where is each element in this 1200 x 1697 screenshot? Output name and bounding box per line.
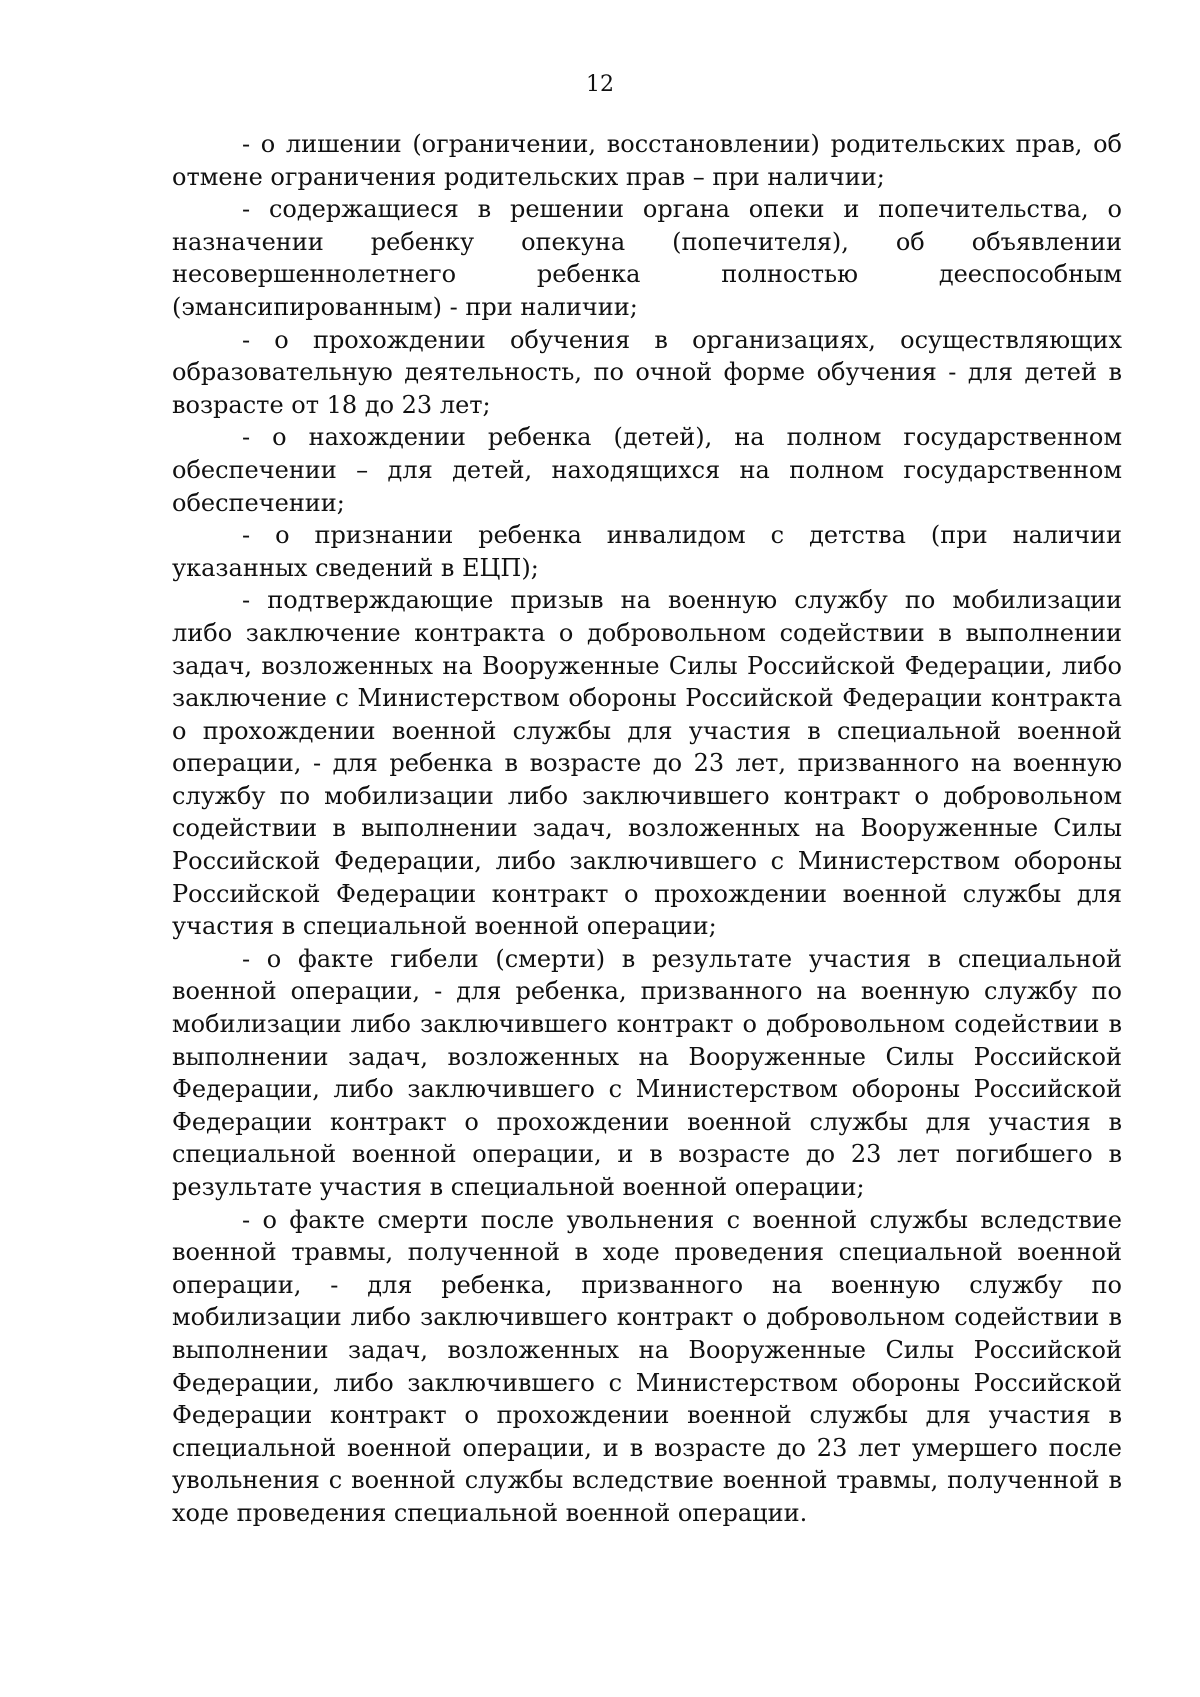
paragraph-death-in-operation: - о факте гибели (смерти) в результате участия в специальной военной операции, - для ребенка, призванного на военную службу по мобилизации либо заключившего контракт о добровольном содействии в выполнении задач, возложенных на Вооруженные Силы Российской Федерации, либо заключившего с Министерством обороны Российской Федерации контракт о прохождении военной службы для участия в специальной военной операции, и в возрасте до 23 лет погибшего в результате участия в специальной военной операции;	[172, 944, 1122, 1201]
paragraph-military-service: - подтверждающие призыв на военную службу по мобилизации либо заключение контракта о добровольном содействии в выполнении задач, возложенных на Вооруженные Силы Российской Федерации, либо заключение с Министерством обороны Российской Федерации контракта о прохождении военной службы для участия в специальной военной операции, - для ребенка в возрасте до 23 лет, призванного на военную службу по мобилизации либо заключившего контракт о добровольном содействии в выполнении задач, возложенных на Вооруженные Силы Российской Федерации, либо заключившего с Министерством обороны Российской Федерации контракт о прохождении военной службы для участия в специальной военной операции;	[172, 586, 1122, 941]
paragraph-death-after-discharge: - о факте смерти после увольнения с военной службы вследствие военной травмы, полученной в ходе проведения специальной военной операции, - для ребенка, призванного на военную службу по мобилизации либо заключившего контракт о добровольном содействии в выполнении задач, возложенных на Вооруженные Силы Российской Федерации, либо заключившего с Министерством обороны Российской Федерации контракт о прохождении военной службы для участия в специальной военной операции, и в возрасте до 23 лет умершего после увольнения с военной службы вследствие военной травмы, полученной в ходе проведения специальной военной операции.	[172, 1205, 1122, 1527]
paragraph-parental-rights: - о лишении (ограничении, восстановлении) родительских прав, об отмене ограничения родительских прав – при наличии;	[172, 130, 1122, 191]
paragraph-state-support: - о нахождении ребенка (детей), на полном государственном обеспечении – для детей, находящихся на полном государственном обеспечении;	[172, 423, 1122, 517]
paragraph-disability: - о признании ребенка инвалидом с детства (при наличии указанных сведений в ЕЦП);	[172, 521, 1122, 582]
document-body	[172, 128, 1122, 1530]
paragraph-guardianship: - содержащиеся в решении органа опеки и попечительства, о назначении ребенку опекуна (попечителя), об объявлении несовершеннолетнего ребенка полностью дееспособным (эмансипированным) - при наличии;	[172, 195, 1122, 321]
page-number: 12	[586, 72, 614, 97]
paragraph-education: - о прохождении обучения в организациях, осуществляющих образовательную деятельность, по очной форме обучения - для детей в возрасте от 18 до 23 лет;	[172, 325, 1122, 419]
